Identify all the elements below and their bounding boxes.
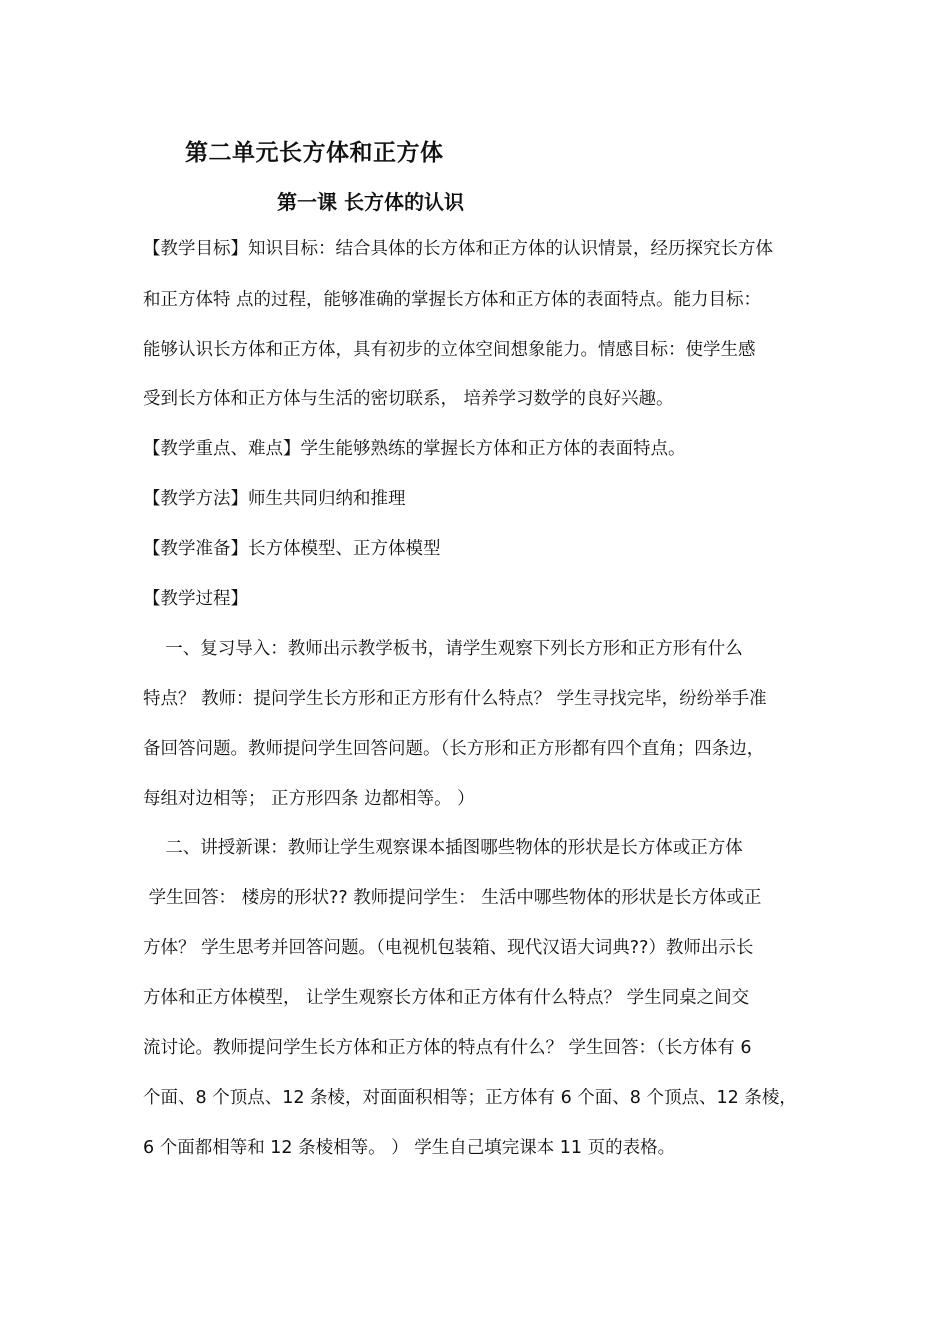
body-line: 受到长方体和正方体与生活的密切联系， 培养学习数学的良好兴趣。 <box>143 389 674 409</box>
body-line: 【教学重点、难点】学生能够熟练的掌握长方体和正方体的表面特点。 <box>143 439 686 459</box>
body-line: 6 个面都相等和 12 条棱相等。 ） 学生自己填完课本 11 页的表格。 <box>143 1138 676 1158</box>
body-line: 【教学方法】师生共同归纳和推理 <box>143 489 406 509</box>
body-line: 能够认识长方体和正方体，具有初步的立体空间想象能力。情感目标：使学生感 <box>143 340 756 360</box>
body-line: 一、复习导入：教师出示教学板书，请学生观察下列长方形和正方形有什么 <box>143 639 743 659</box>
body-line: 个面、8 个顶点、12 条棱，对面面积相等；正方体有 6 个面、8 个顶点、12 条棱， <box>143 1088 797 1108</box>
body-line: 每组对边相等； 正方形四条 边都相等。 ） <box>143 789 475 809</box>
body-line: 方体？ 学生思考并回答问题。（电视机包装箱、现代汉语大词典??）教师出示长 <box>143 938 754 958</box>
body-line: 特点？ 教师：提问学生长方形和正方形有什么特点？ 学生寻找完毕，纷纷举手准 <box>143 689 767 709</box>
body-line: 二、讲授新课：教师让学生观察课本插图哪些物体的形状是长方体或正方体 <box>143 838 743 858</box>
body-line: 流讨论。教师提问学生长方体和正方体的特点有什么？ 学生回答：（长方体有 6 <box>143 1038 752 1058</box>
body-line: 学生回答： 楼房的形状?? 教师提问学生： 生活中哪些物体的形状是长方体或正 <box>143 888 762 908</box>
unit-title: 第二单元长方体和正方体 <box>185 140 444 166</box>
body-line: 【教学目标】知识目标：结合具体的长方体和正方体的认识情景，经历探究长方体 <box>143 239 773 259</box>
body-line: 备回答问题。教师提问学生回答问题。（长方形和正方形都有四个直角；四条边， <box>143 739 765 759</box>
body-line: 方体和正方体模型， 让学生观察长方体和正方体有什么特点？ 学生同桌之间交 <box>143 988 750 1008</box>
body-line: 【教学准备】长方体模型、正方体模型 <box>143 539 441 559</box>
body-line: 【教学过程】 <box>143 589 248 609</box>
body-line: 和正方体特 点的过程，能够准确的掌握长方体和正方体的表面特点。能力目标： <box>143 290 762 310</box>
lesson-title: 第一课 长方体的认识 <box>277 190 464 214</box>
